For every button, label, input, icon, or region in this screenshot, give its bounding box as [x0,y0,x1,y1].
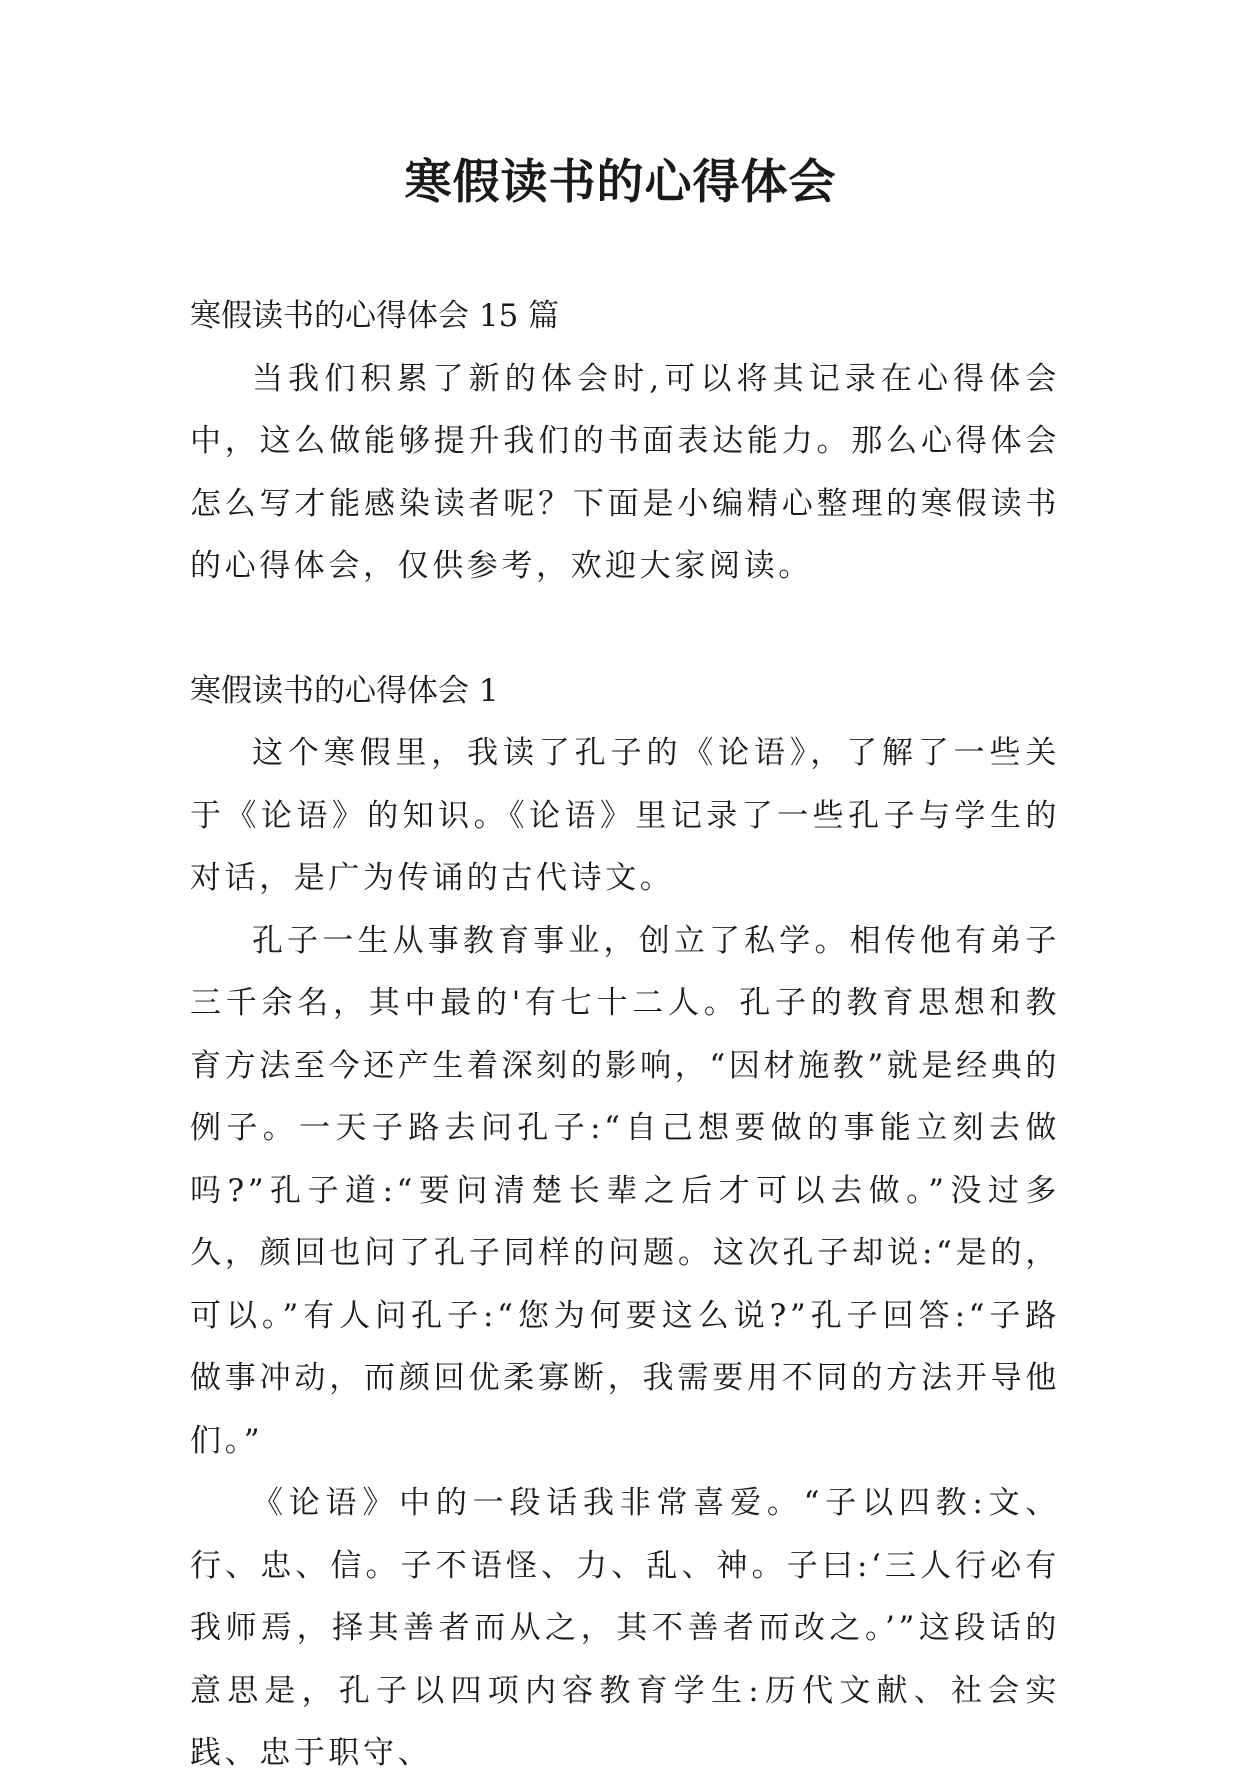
section-1-paragraph-3: 《论语》中的一段话我非常喜爱。“子以四教:文、行、忠、信。子不语怪、力、乱、神。子曰:‘三人行必有我师焉，择其善者而从之，其不善者而改之。’”这段话的意思是，孔子以四项内容教育学生:历代文献、社会实践、忠于职守、 [190,1485,1060,1771]
section-spacer [190,598,1060,660]
document-title: 寒假读书的心得体会 [404,155,837,210]
section-1-heading: 寒假读书的心得体会 1 [190,672,499,709]
section-1-paragraph-2: 孔子一生从事教育事业，创立了私学。相传他有弟子三千余名，其中最的'有七十二人。孔子的教育思想和教育方法至今还产生着深刻的影响，“因材施教”就是经典的例子。一天子路去问孔子:“自己想要做的事能立刻去做吗?”孔子道:“要问清楚长辈之后才可以去做。”没过多久，颜回也问了孔子同样的问题。这次孔子却说:“是的，可以。”有人问孔子:“您为何要这么说?”孔子回答:“子路做事冲动，而颜回优柔寡断，我需要用不同的方法开导他们。” [190,922,1060,1459]
document-body [190,285,1060,1785]
section-1-paragraph-1: 这个寒假里，我读了孔子的《论语》，了解了一些关于《论语》的知识。《论语》里记录了一些孔子与学生的对话，是广为传诵的古代诗文。 [190,735,1060,896]
intro-paragraph: 当我们积累了新的体会时,可以将其记录在心得体会中，这么做能够提升我们的书面表达能力。那么心得体会怎么写才能感染读者呢？下面是小编精心整理的寒假读书的心得体会，仅供参考，欢迎大家阅读。 [190,360,1060,584]
intro-heading: 寒假读书的心得体会 15 篇 [190,298,560,334]
